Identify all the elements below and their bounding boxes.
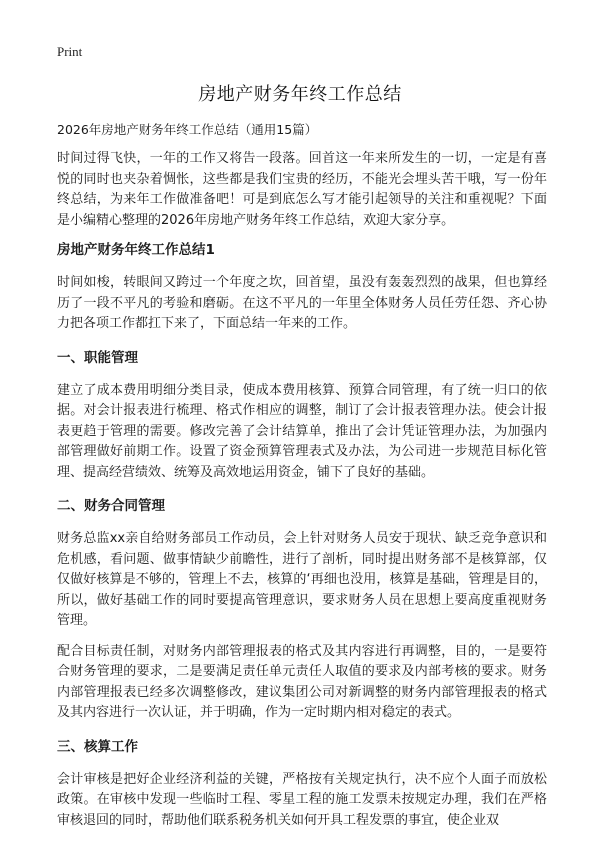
section-paragraph: 财务总监xx亲自给财务部员工作动员，会上针对财务人员安于现状、缺乏竞争意识和危机感，看问题、做事情缺少前瞻性，进行了剖析，同时提出财务部不是核算部，仅仅做好核算是不够的，管理上不去，核算的‘再细也没用，核算是基础，管理是目的，所以，做好基础工作的同时要提高管理意识，要求财务人员在思想上要高度重视财务管理。 <box>57 531 547 628</box>
article-intro-paragraph: 时间如梭，转眼间又跨过一个年度之坎，回首望，虽没有轰轰烈烈的战果，但也算经历了一段不平凡的考验和磨砺。在这不平凡的一年里全体财务人员任劳任怨、齐心协力把各项工作都扛下来了，下面总结一年来的工作。 <box>57 275 547 331</box>
section-heading-functional-management: 一、职能管理 <box>57 349 138 366</box>
article-heading: 房地产财务年终工作总结1 <box>57 242 215 258</box>
document-subtitle: 2026年房地产财务年终工作总结（通用15篇） <box>57 122 318 137</box>
page-title: 房地产财务年终工作总结 <box>198 84 402 105</box>
document-body <box>57 120 547 841</box>
section-heading-contract-management: 二、财务合同管理 <box>57 498 165 514</box>
section-paragraph: 配合目标责任制，对财务内部管理报表的格式及其内容进行再调整，目的，一是要符合财务管理的要求，二是要满足责任单元责任人取值的要求及内部考核的要求。财务内部管理报表已经多次调整修改，建议集团公司对新调整的财务内部管理报表的格式及其内容进行一次认证，并于明确，作为一定时期内相对稳定的表式。 <box>57 643 547 720</box>
intro-paragraph: 时间过得飞快，一年的工作又将告一段落。回首这一年来所发生的一切，一定是有喜悦的同时也夹杂着惆怅，这些都是我们宝贵的经历，不能光会埋头苦干哦，写一份年终总结，为来年工作做准备吧！可是到底怎么写才能引起领导的关注和重视呢？下面是小编精心整理的2026年房地产财务年终工作总结，欢迎大家分享。 <box>57 151 547 228</box>
print-label[interactable]: Print <box>57 44 83 59</box>
section-heading-accounting-work: 三、核算工作 <box>57 738 138 755</box>
section-paragraph: 会计审核是把好企业经济利益的关键，严格按有关规定执行，决不应个人面子而放松政策。在审核中发现一些临时工程、零星工程的施工发票未按规定办理，我们在严格审核退回的同时，帮助他们联系税务机关如何开具工程发票的事宜，使企业双 <box>57 771 547 828</box>
section-paragraph: 建立了成本费用明细分类目录，使成本费用核算、预算合同管理，有了统一归口的依据。对会计报表进行梳理、格式作相应的调整，制订了会计报表管理办法。使会计报表更趋于管理的需要。修改完善了会计结算单，推出了会计凭证管理办法，为加强内部管理做好前期工作。设置了资金预算管理表式及办法，为公司进一步规范目标化管理、提高经营绩效、统筹及高效地运用资金，铺下了良好的基础。 <box>57 382 547 480</box>
